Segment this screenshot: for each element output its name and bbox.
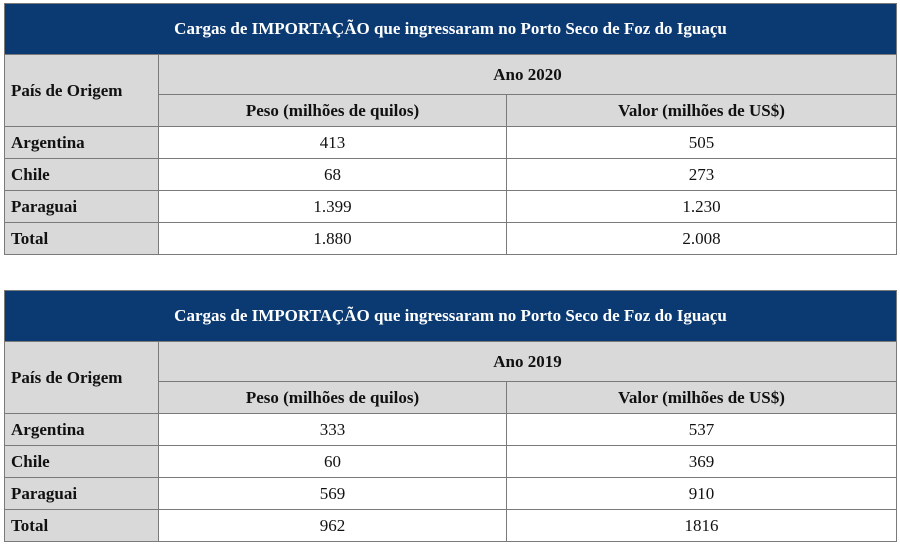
total-label: Total: [5, 223, 159, 255]
weight-column-header: Peso (milhões de quilos): [159, 382, 507, 414]
country-label: Paraguai: [5, 478, 159, 510]
value-cell: 1.230: [507, 191, 897, 223]
value-total-cell: 2.008: [507, 223, 897, 255]
total-label: Total: [5, 510, 159, 542]
weight-cell: 333: [159, 414, 507, 446]
table-row: [5, 191, 897, 223]
value-cell: 537: [507, 414, 897, 446]
value-total-cell: 1816: [507, 510, 897, 542]
value-column-header: Valor (milhões de US$): [507, 95, 897, 127]
table-row-total: [5, 223, 897, 255]
country-label: Argentina: [5, 414, 159, 446]
country-label: Paraguai: [5, 191, 159, 223]
table-row-total: [5, 510, 897, 542]
country-column-header: País de Origem: [5, 342, 159, 414]
weight-column-header: Peso (milhões de quilos): [159, 95, 507, 127]
import-table-2019: [4, 290, 897, 542]
import-table-2020: [4, 3, 897, 255]
country-label: Argentina: [5, 127, 159, 159]
table-row: [5, 446, 897, 478]
table-row: [5, 159, 897, 191]
table-title: Cargas de IMPORTAÇÃO que ingressaram no Porto Seco de Foz do Iguaçu: [5, 4, 897, 55]
value-cell: 273: [507, 159, 897, 191]
country-column-header: País de Origem: [5, 55, 159, 127]
table-row: [5, 414, 897, 446]
value-column-header: Valor (milhões de US$): [507, 382, 897, 414]
weight-cell: 60: [159, 446, 507, 478]
value-cell: 369: [507, 446, 897, 478]
weight-total-cell: 1.880: [159, 223, 507, 255]
country-label: Chile: [5, 159, 159, 191]
weight-cell: 1.399: [159, 191, 507, 223]
value-cell: 910: [507, 478, 897, 510]
table-row: [5, 127, 897, 159]
country-label: Chile: [5, 446, 159, 478]
weight-cell: 68: [159, 159, 507, 191]
year-header: Ano 2020: [159, 55, 897, 95]
table-title: Cargas de IMPORTAÇÃO que ingressaram no Porto Seco de Foz do Iguaçu: [5, 291, 897, 342]
value-cell: 505: [507, 127, 897, 159]
table-row: [5, 478, 897, 510]
weight-cell: 413: [159, 127, 507, 159]
weight-total-cell: 962: [159, 510, 507, 542]
weight-cell: 569: [159, 478, 507, 510]
year-header: Ano 2019: [159, 342, 897, 382]
